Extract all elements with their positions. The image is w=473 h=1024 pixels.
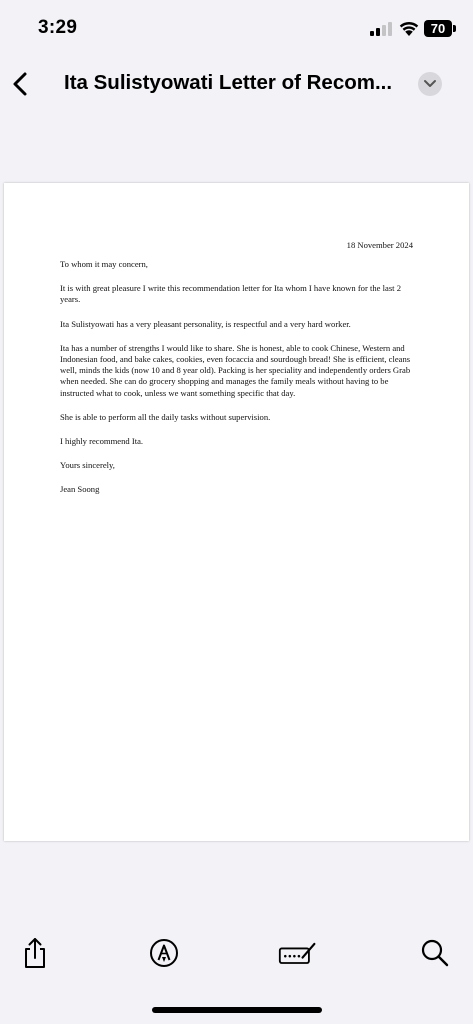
wifi-icon <box>398 19 420 37</box>
share-button[interactable] <box>15 930 55 976</box>
chevron-left-icon <box>8 68 36 100</box>
letter-body <box>60 259 418 509</box>
title-menu-button[interactable] <box>418 72 442 96</box>
chevron-down-icon <box>423 79 437 89</box>
bottom-toolbar <box>0 930 473 980</box>
signature-button[interactable] <box>278 930 318 976</box>
letter-signature: Jean Soong <box>60 484 100 495</box>
letter-paragraph: She is able to perform all the daily tasks without supervision. <box>60 411 271 422</box>
home-indicator[interactable] <box>152 1007 322 1013</box>
navigation-bar <box>0 58 473 110</box>
letter-paragraph: It is with great pleasure I write this recommendation letter for Ita whom I have known for the last 2 years. <box>60 283 402 305</box>
search-icon <box>420 938 450 968</box>
document-title: Ita Sulistyowati Letter of Recom... <box>64 71 393 94</box>
document-page[interactable] <box>4 183 469 841</box>
letter-date: 18 November 2024 <box>346 240 413 250</box>
back-button[interactable] <box>8 68 36 100</box>
letter-closing: Yours sincerely, <box>60 460 115 471</box>
battery-indicator: 70 <box>424 20 452 37</box>
signature-icon <box>278 938 318 968</box>
letter-paragraph: I highly recommend Ita. <box>60 436 144 447</box>
share-icon <box>21 936 49 970</box>
status-time: 3:29 <box>38 17 78 38</box>
letter-paragraph: Ita has a number of strengths I would like to share. She is honest, able to cook Chinese, Western and Indonesian food, and bake cakes, cookies, even focaccia and sourdough bread! She is efficient, cleans well, minds the kids (now 10 and 8 year old). Packing is her speciality and independently orders Grab when needed. She can do grocery shopping and manages the family meals without having to be instructed what to cook, unless we want something specific that day. <box>60 342 411 398</box>
status-bar <box>0 0 473 58</box>
letter-salutation: To whom it may concern, <box>60 259 148 269</box>
letter-paragraph: Ita Sulistyowati has a very pleasant personality, is respectful and a very hard worker. <box>60 318 351 329</box>
search-button[interactable] <box>415 930 455 976</box>
markup-button[interactable] <box>144 930 184 976</box>
cellular-signal-icon <box>370 22 394 36</box>
markup-icon <box>149 938 179 968</box>
battery-nub <box>453 25 456 32</box>
